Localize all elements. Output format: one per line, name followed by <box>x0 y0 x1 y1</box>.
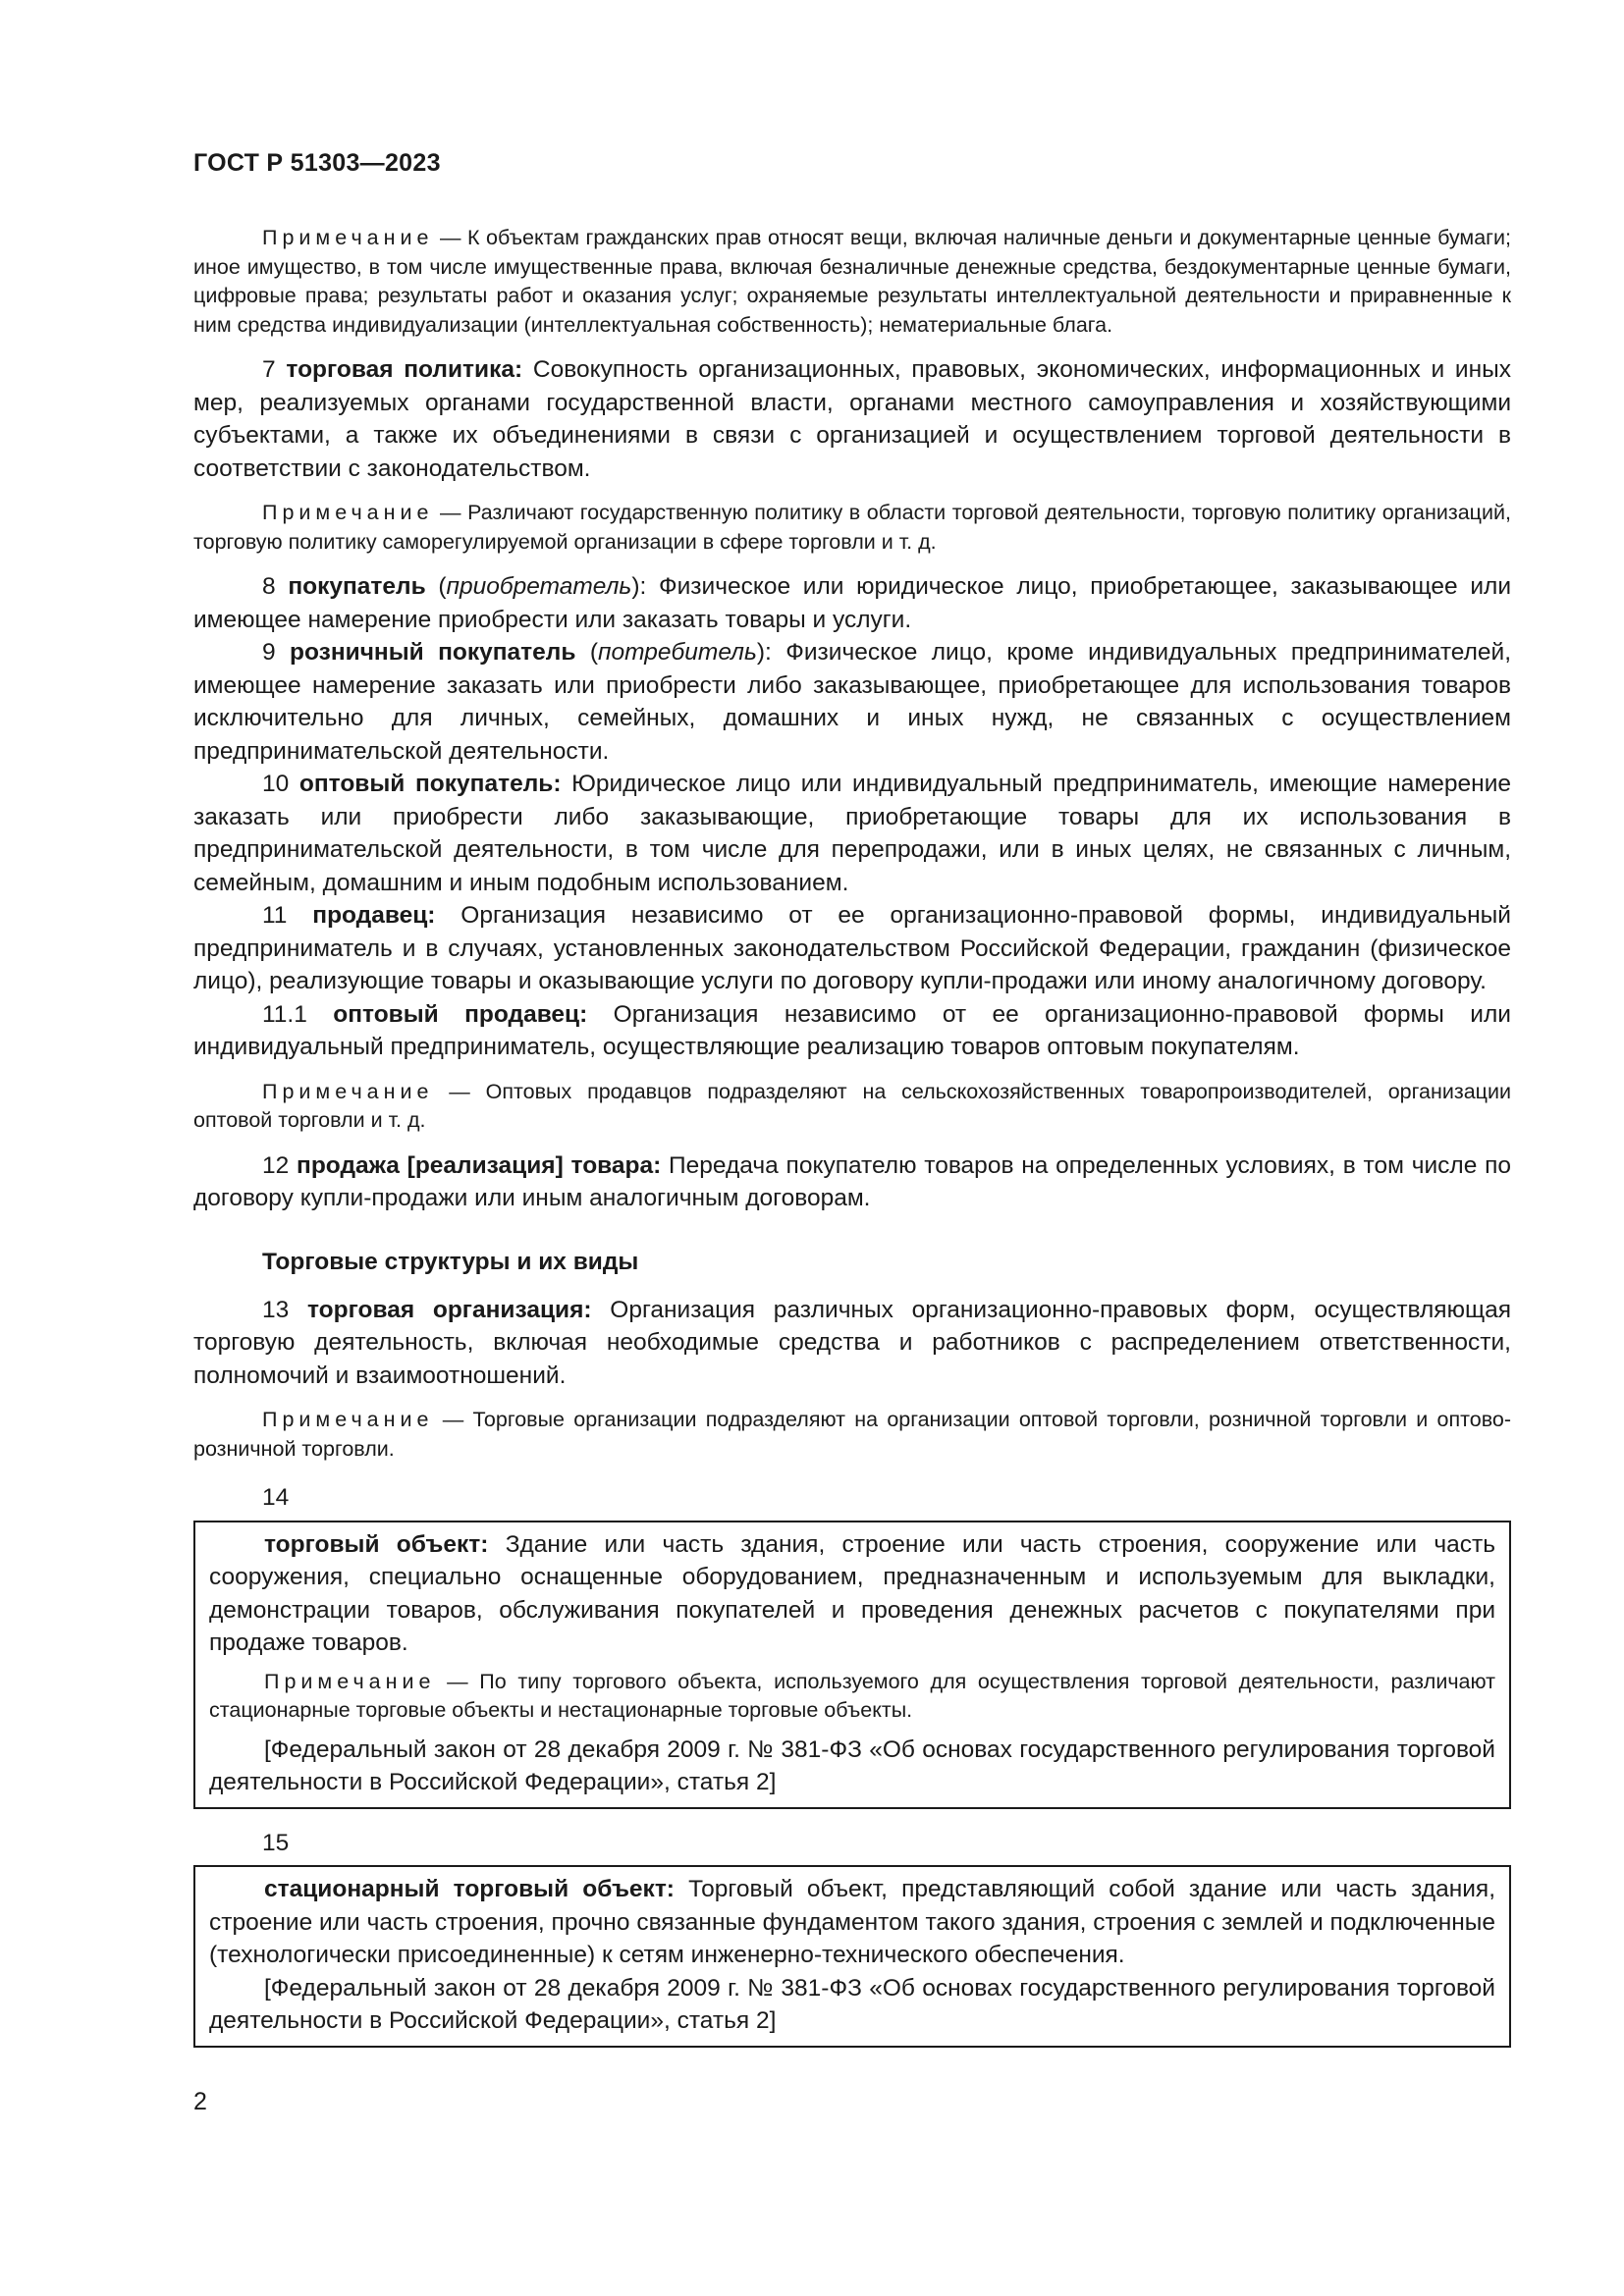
term-title: продавец: <box>312 902 436 929</box>
term-12: 12 продажа [реализация] товара: Передача покупателю товаров на определенных условиях, в том числе по договору купли-продажи или иным аналогичным договорам. <box>193 1151 1511 1211</box>
note-item-11-1: Примечание — Оптовых продавцов подразделяют на сельскохозяйственных товаропроизводителей, организации оптовой торговли и т. д. <box>193 1079 1511 1132</box>
term-title: стационарный торговый объект: <box>264 1876 675 1902</box>
term-15-box <box>193 1865 1511 2048</box>
source-reference: [Федеральный закон от 28 декабря 2009 г. № 381-ФЗ «Об основах государственного регулирования торговой деятельности в Российской Федерации», статья 2] <box>209 1735 1495 1795</box>
note-label: Примечание <box>262 1079 434 1103</box>
document-body <box>193 224 1511 2048</box>
term-10: 10 оптовый покупатель: Юридическое лицо или индивидуальный предприниматель, имеющие намерение заказать или приобрести либо заказывающие, приобретающие товары для их использования в предпринимательской деятельности, в том числе для перепродажи, или в иных целях, не связанных с личным, семейным, домашним и иным подобным использованием. <box>193 771 1511 896</box>
term-title: продажа [реализация] товара: <box>297 1151 662 1179</box>
term-synonym: потребитель <box>598 639 757 666</box>
document-header: ГОСТ Р 51303—2023 <box>193 149 441 177</box>
note-item-6: Примечание — К объектам гражданских прав относят вещи, включая наличные деньги и документарные ценные бумаги; иное имущество, в том числе имущественные права, включая безналичные денежные средства, бездокументарные ценные бумаги, цифровые права; результаты работ и оказания услуг; охраняемые результаты интеллектуальной деятельности и приравненные к ним средства индивидуализации (интеллектуальная собственность); нематериальные блага. <box>193 226 1511 337</box>
term-title: торговый объект: <box>264 1530 489 1558</box>
term-14: торговый объект: Здание или часть здания, строение или часть строения, сооружение или часть сооружения, специально оснащенные оборудованием, предназначенным и используемым для выкладки, демонстрации товаров, обслуживания покупателей и проведения денежных расчетов с покупателями при продаже товаров. <box>209 1530 1495 1656</box>
term-title: оптовый покупатель: <box>298 771 562 797</box>
term-9: 9 розничный покупатель (потребитель): Физическое лицо, кроме индивидуальных предпринимателей, имеющее намерение заказать или приобрести либо заказывающее, приобретающее для использования товаров исключительно для личных, семейных, домашних и иных нужд, не связанных с осуществлением предпринимательской деятельности. <box>193 639 1511 765</box>
note-label: Примечание <box>262 226 434 249</box>
term-15: стационарный торговый объект: Торговый объект, представляющий собой здание или часть здания, строение или часть строения, прочно связанные фундаментом такого здания, строения с землей и подключенные (технологически присоединенные) к сетям инженерно-технического обеспечения. <box>209 1876 1495 1968</box>
term-8: 8 покупатель (приобретатель): Физическое или юридическое лицо, приобретающее, заказывающее или имеющее намерение приобрести или заказать товары и услуги. <box>193 573 1511 633</box>
term-11-1: 11.1 оптовый продавец: Организация независимо от ее организационно-правовой формы или индивидуальный предприниматель, осуществляющие реализацию товаров оптовым покупателям. <box>193 1000 1511 1060</box>
note-label: Примечание <box>262 501 434 524</box>
term-synonym: приобретатель <box>446 573 632 600</box>
note-item-7: Примечание — Различают государственную политику в области торговой деятельности, торговую политику организаций, торговую политику саморегулируемой организации в сфере торговли и т. д. <box>193 501 1511 554</box>
note-item-13: Примечание — Торговые организации подразделяют на организации оптовой торговли, розничной торговли и оптово-розничной торговли. <box>193 1408 1511 1461</box>
term-title: оптовый продавец: <box>333 1000 588 1028</box>
note-label: Примечание <box>262 1408 434 1431</box>
term-title: покупатель <box>288 573 426 600</box>
source-reference: [Федеральный закон от 28 декабря 2009 г. № 381-ФЗ «Об основах государственного регулирования торговой деятельности в Российской Федерации», статья 2] <box>209 1974 1495 2034</box>
section-title: Торговые структуры и их виды <box>262 1248 639 1275</box>
term-14-box <box>193 1521 1511 1809</box>
term-14-number: 14 <box>262 1484 290 1511</box>
term-title: розничный покупатель <box>290 639 576 666</box>
note-label: Примечание <box>264 1669 436 1693</box>
term-7: 7 торговая политика: Совокупность организационных, правовых, экономических, информационных и иных мер, реализуемых органами государственной власти, органами местного самоуправления и хозяйствующими субъектами, а также их объединениями в связи с организацией и осуществлением торговой деятельности в соответствии с законодательством. <box>193 356 1511 482</box>
page-number: 2 <box>193 2088 207 2115</box>
term-15-number: 15 <box>262 1829 290 1856</box>
term-title: торговая политика: <box>286 356 523 383</box>
note-item-14: Примечание — По типу торгового объекта, используемого для осуществления торговой деятельности, различают стационарные торговые объекты и нестационарные торговые объекты. <box>209 1669 1495 1722</box>
term-title: торговая организация: <box>307 1296 592 1323</box>
term-11: 11 продавец: Организация независимо от ее организационно-правовой формы, индивидуальный предприниматель и в случаях, установленных законодательством Российской Федерации, гражданин (физическое лицо), реализующие товары и оказывающие услуги по договору купли-продажи или иному аналогичному договору. <box>193 902 1511 994</box>
term-13: 13 торговая организация: Организация различных организационно-правовых форм, осуществляющая торговую деятельность, включая необходимые средства и работников с распределением ответственности, полномочий и взаимоотношений. <box>193 1296 1511 1389</box>
